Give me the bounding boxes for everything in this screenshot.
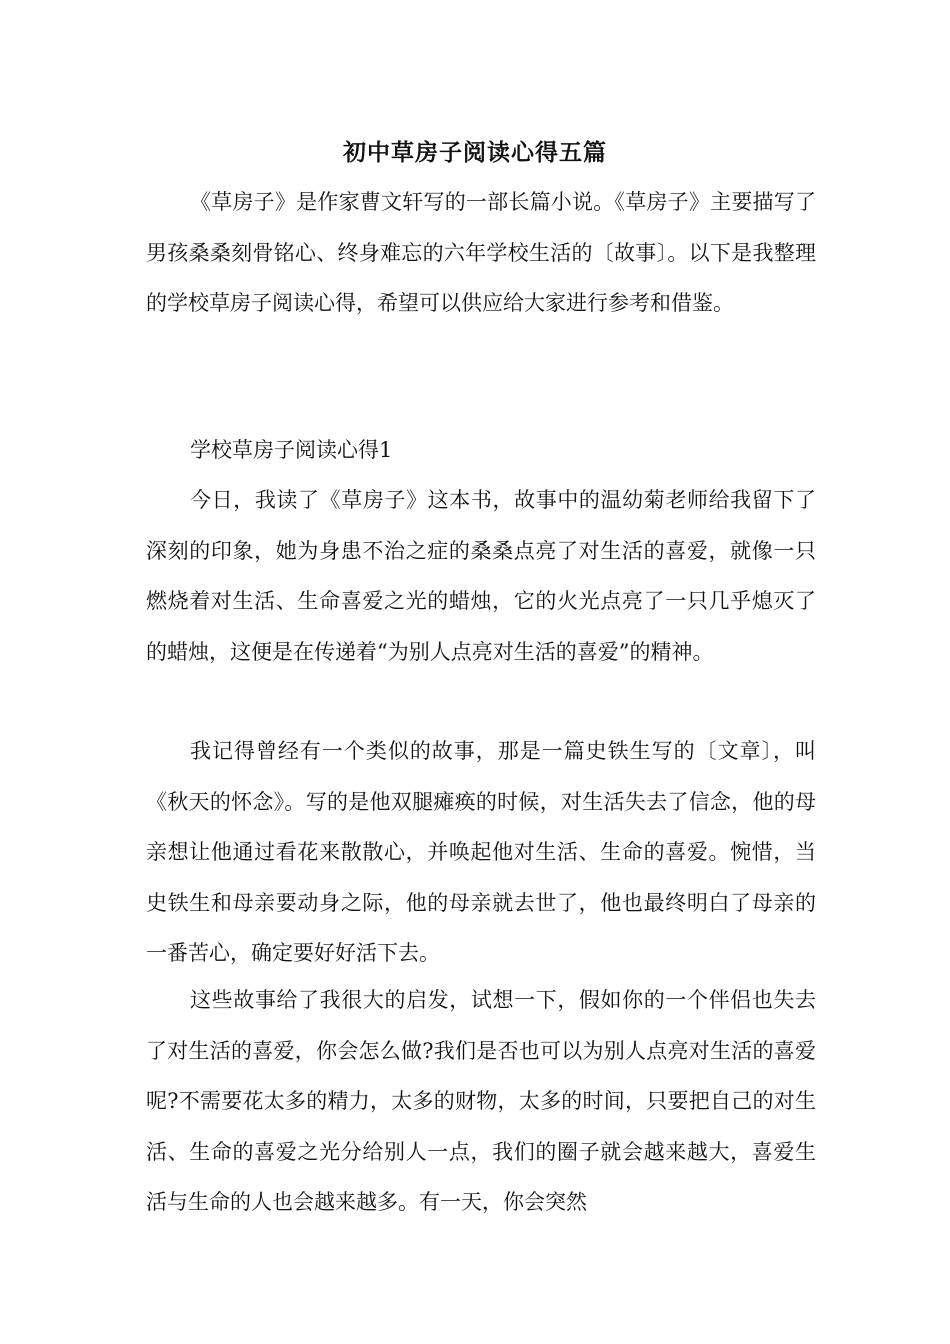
section-heading: [146, 425, 816, 476]
paragraph-text: 这些故事给了我很大的启发，试想一下，假如你的一个伴侣也失去了对生活的喜爱，你会怎么做?我们是否也可以为别人点亮对生活的喜爱呢?不需要花太多的精力，太多的财物，太多的时间，只要把自己的对生活、生命的喜爱之光分给别人一点，我们的圈子就会越来越大，喜爱生活与生命的人也会越来越多。有一天，你会突然: [146, 988, 816, 1214]
document-title: 初中草房子阅读心得五篇: [343, 139, 607, 166]
body-paragraph-2: [146, 726, 816, 979]
body-paragraph-1: [146, 475, 816, 677]
section-heading-text: 学校草房子阅读心得1: [190, 438, 393, 462]
body-paragraph-3: [146, 975, 816, 1228]
intro-paragraph: [146, 177, 816, 329]
paragraph-text: 今日，我读了《草房子》这本书，故事中的温幼菊老师给我留下了深刻的印象，她为身患不治之症的桑桑点亮了对生活的喜爱，就像一只燃烧着对生活、生命喜爱之光的蜡烛，它的火光点亮了一只几乎熄灭了的蜡烛，这便是在传递着“为别人点亮对生活的喜爱”的精神。: [146, 488, 816, 664]
intro-text: 《草房子》是作家曹文轩写的一部长篇小说。《草房子》主要描写了男孩桑桑刻骨铭心、终身难忘的六年学校生活的〔故事〕。以下是我整理的学校草房子阅读心得，希望可以供应给大家进行参考和借鉴。: [146, 190, 816, 315]
paragraph-text: 我记得曾经有一个类似的故事，那是一篇史铁生写的〔文章〕，叫《秋天的怀念》。写的是他双腿瘫痪的时候，对生活失去了信念，他的母亲想让他通过看花来散散心，并唤起他对生活、生命的喜爱。惋惜，当史铁生和母亲要动身之际，他的母亲就去世了，他也最终明白了母亲的一番苦心，确定要好好活下去。: [146, 739, 816, 965]
